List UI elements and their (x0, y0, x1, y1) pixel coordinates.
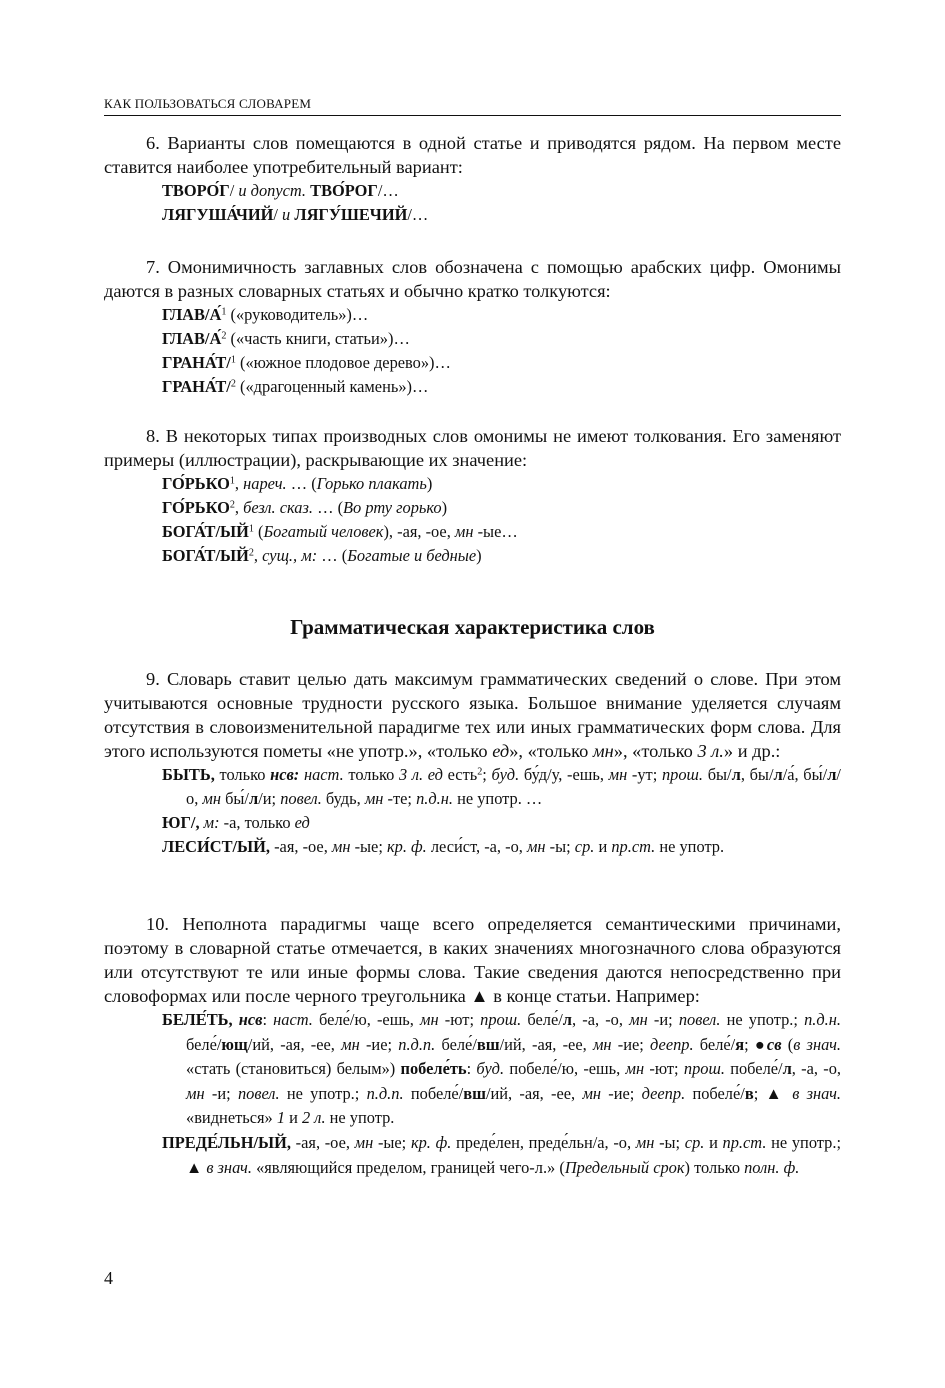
example-byt: БЫТЬ, только нсв: наст. только 3 л. ед есть$^2$; буд. бу́д/у, -ешь, мн -ут; прош. бы/л, бы/л/а́, бы́/л/о, мн бы́/л/и; повел. будь, мн -те; п.д.н. не употр. … (162, 765, 841, 808)
example-lesistyy: ЛЕСИ́СТ/ЫЙ, -ая, -ое, мн -ые; кр. ф. леси́ст, -а, -о, мн -ы; ср. и пр.ст. не употр. (162, 837, 725, 856)
example-belet: БЕЛЕ́ТЬ, нсв: наст. беле́/ю, -ешь, мн -ют; прош. беле́/л, -а, -о, мн -и; повел. не употр.; п.д.н. беле́/ющ/ий, -ая, -ее, мн -ие; п.д.п. беле́/вш/ий, -ая, -ее, мн -ие; деепр. беле́/я; ●св (в знач. «стать (становиться) белым») побеле́ть: буд. побеле́/ю, -ешь, мн -ют; прош. побеле́/л, -а, -о, мн -и; повел. не употр.; п.д.п. побеле́/вш/ий, -ая, -ее, мн -ие; деепр. побеле́/в; ▲ в знач. «виднеться» 1 и 2 л. не употр. (162, 1010, 842, 1128)
paragraph-10 (104, 912, 841, 1180)
example-yug: ЮГ/, м: -а, только ед (162, 813, 310, 832)
example-bogatyy-2: $БОГА́Т/ЫЙ^2$, сущ., м: … (Богатые и бедные) (162, 546, 482, 565)
example-homonym: ГРАНА́Т/$^2$ («драгоценный камень»)… (162, 377, 429, 396)
example-homonym: ГРАНА́Т/$^1$ («южное плодовое дерево»)… (162, 353, 451, 372)
paragraph-6-text: 6. Варианты слов помещаются в одной статье и приводятся рядом. На первом месте ставится наиболее употребительный вариант: (104, 133, 841, 177)
example-tvorog: ТВОРО́Г/ и допуст. ТВО́РОГ/… (162, 181, 399, 200)
example-homonym: ГЛАВ/А́$^1$ («руководитель»)… (162, 305, 369, 324)
paragraph-7-text: 7. Омонимичность заглавных слов обозначена с помощью арабских цифр. Омонимы даются в разных словарных статьях и обычно кратко толкуются: (104, 257, 841, 301)
paragraph-8 (104, 424, 841, 568)
paragraph-6 (104, 131, 841, 227)
example-homonym: ГЛАВ/А́$^2$ («часть книги, статьи»)… (162, 329, 410, 348)
example-gorko-2: ГО́РЬКО$^2$, безл. сказ. … (Во рту горько) (162, 498, 448, 517)
running-head: КАК ПОЛЬЗОВАТЬСЯ СЛОВАРЕМ (104, 96, 841, 116)
page-number: 4 (104, 1268, 113, 1288)
example-lyagushachiy: ЛЯГУША́ЧИЙ/ и ЛЯГУ́ШЕЧИЙ/… (162, 205, 429, 224)
section-heading: Грамматическая характеристика слов (290, 615, 655, 639)
example-gorko-1: ГО́РЬКО$^1$, нареч. … (Горько плакать) (162, 474, 433, 493)
paragraph-7 (104, 255, 841, 399)
example-bogatyy-1: $БОГА́Т/ЫЙ^1$ (Богатый человек), -ая, -ое, мн -ые… (162, 522, 518, 541)
paragraph-10-text: 10. Неполнота парадигмы чаще всего определяется семантическими причинами, поэтому в словарной статье отмечается, в каких значениях многозначного слова образуются или отсутствуют те или иные формы слова. Такие сведения даются непосредственно при словоформах или после черного треугольника ▲ в конце статьи. Например: (104, 914, 841, 1006)
paragraph-8-text: 8. В некоторых типах производных слов омонимы не имеют толкования. Его заменяют примеры (иллюстрации), раскрывающие их значение: (104, 426, 841, 470)
paragraph-9-text: 9. Словарь ставит целью дать максимум грамматических сведений о слове. При этом учитываются основные трудности русского языка. Большое внимание уделяется случаям отсутствия в словоизменительной парадигме тех или иных грамматических форм слова. Для этого используются пометы «не употр.», «только ед», «только мн», «только 3 л.» и др.: (104, 669, 841, 761)
paragraph-9 (104, 667, 841, 859)
example-predelnyy: ПРЕДЕ́ЛЬН/ЫЙ, -ая, -ое, мн -ые; кр. ф. преде́лен, преде́льн/а, -о, мн -ы; ср. и пр.ст. не употр.; ▲ в знач. «являющийся пределом, границей чего-л.» (Предельный срок) только полн. ф. (162, 1132, 842, 1177)
